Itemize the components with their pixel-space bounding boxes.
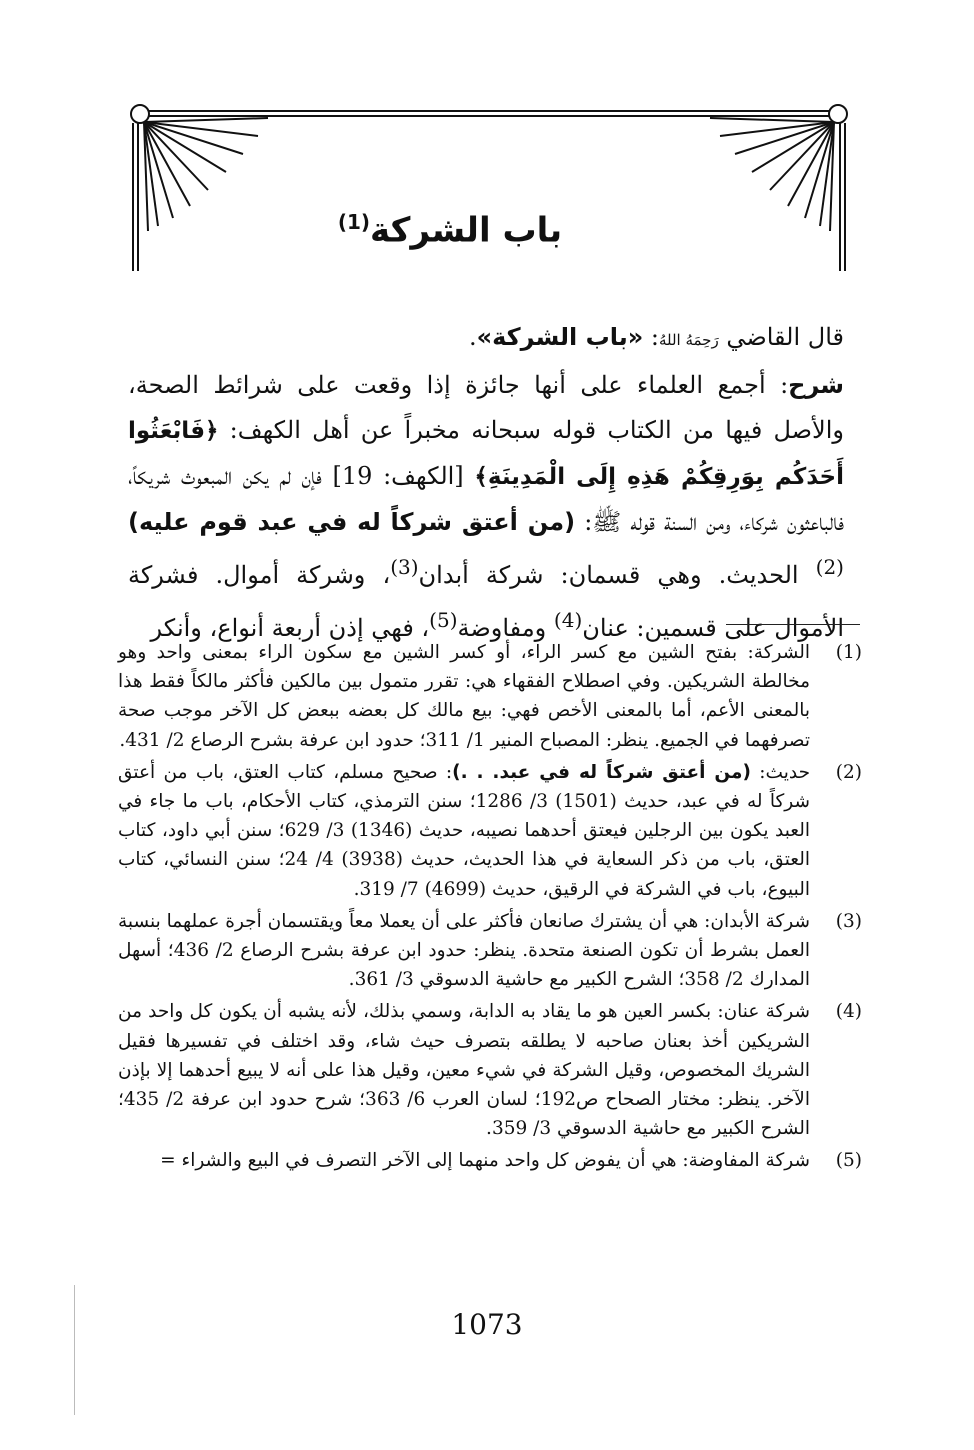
footnote-text: : صحيح مسلم، كتاب العتق، باب من أعتق شركاً له في عبد، حديث (1501) 3/ 1286؛ سنن الترمذي، كتاب الأحكام، باب ما جاء في العبد يكون بين الرجلين فيعتق أحدهما نصيبه، حديث (1346) 3/ 629؛ سنن أبي داود، كتاب العتق، باب من ذكر السعاية في هذا الحديث، حديث (3938) 4/ 24؛ سنن النسائي، كتاب البيوع، باب في الشركة في الرقيق، حديث (4699) 7/ 319. (118, 761, 810, 900)
honorific: رَحِمَهُ اللهُ (658, 331, 719, 349)
footnote-separator (726, 624, 860, 625)
footnote-text: الشركة: بفتح الشين مع كسر الراء، أو كسر الشين مع سكون الراء بمعنى واحد وهو مخالطة الشريكين. وفي اصطلاح الفقهاء هي: تقرر متمول بين مالكين فأكثر مالكاً فقط هذا بالمعنى الأعم، أما بالمعنى الأخص فهي: بيع مالك كل بعضه ببعض كل الآخر موجب صحة تصرفهما في الجميع. ينظر: المصباح المنير 1/ 311؛ حدود ابن عرفة بشرح الرصاع 2/ 431. (118, 642, 810, 751)
footnote-ref-5: (5) (429, 608, 458, 632)
footnote-4 (118, 997, 862, 1143)
chapter-title-note-ref: (1) (337, 210, 371, 234)
footnote-lead: حديث: (750, 761, 810, 783)
intro-end: . (468, 323, 477, 351)
quran-verse: ﴿فَابْعَثُوا أَحَدَكُم بِوَرِقِكُمْ هَذِهِ إِلَى الْمَدِينَةِ﴾ (128, 418, 845, 490)
footnote-number: (2) (835, 761, 862, 783)
footnote-ref-3: (3) (390, 555, 419, 579)
chapter-heading-ornament (118, 96, 860, 296)
commentary-paragraph (128, 363, 844, 651)
footnote-number: (5) (835, 1150, 862, 1172)
intro-quote: «باب الشركة» (476, 323, 644, 351)
footnote-number: (1) (835, 642, 862, 663)
commentary-part-5: ومفاوضة (457, 614, 554, 642)
footnote-5 (118, 1146, 862, 1175)
commentary-part-3: الحديث. وهي قسمان: شركة أبدان (418, 561, 816, 589)
chapter-title-text: باب الشركة (370, 210, 563, 251)
footnote-2 (118, 758, 862, 904)
hadith-quote: (من أعتق شركاً له في عبد قوم عليه) (128, 508, 576, 536)
footnote-ref-4: (4) (553, 608, 583, 632)
commentary-part-2: [الكهف: 19] فإن لم يكن المبعوث شريكاً، فالباعثون شركاء، ومن السنة قوله ﷺ: (128, 462, 844, 536)
intro-line (128, 315, 844, 363)
footnote-3 (118, 907, 862, 995)
footnote-ref-2: (2) (815, 555, 844, 579)
intro-prefix: قال القاضي (718, 323, 844, 351)
sharh-label: شرح (788, 371, 844, 399)
footnote-1 (118, 638, 862, 755)
footnote-text: شركة عنان: بكسر العين هو ما يقاد به الدابة، وسمي بذلك، لأنه يشبه أن يكون كل واحد من الشريكين أخذ بعنان صاحبه لا يطلقه بتصرف حيث شاء، وقد اختلف في تفسيرها فقيل الشريك المخصوص، وقيل الشركة في شيء معين، وقيل هذا على أنه لا يبيع أحدهما إلا بإذن الآخر. ينظر: مختار الصحاح ص192؛ لسان العرب 6/ 363؛ شرح حدود ابن عرفة 2/ 435؛ الشرح الكبير مع حاشية الدسوقي 3/ 359. (118, 1001, 810, 1140)
footnote-text: شركة الأبدان: هي أن يشترك صانعان فأكثر على أن يعملا معاً ويقتسمان أجرة عملهما بنسبة العمل بشرط أن تكون الصنعة متحدة. ينظر: حدود ابن عرفة بشرح الرصاع 2/ 436؛ أسهل المدارك 2/ 358؛ الشرح الكبير مع حاشية الدسوقي 3/ 361. (118, 910, 811, 991)
footnote-number: (3) (835, 910, 862, 932)
intro-colon: : (643, 323, 659, 351)
footnotes (118, 638, 862, 1179)
footnote-text: شركة المفاوضة: هي أن يفوض كل واحد منهما إلى الآخر التصرف في البيع والشراء = (160, 1150, 810, 1172)
margin-line (74, 1285, 75, 1415)
main-text (128, 315, 844, 651)
page-number: 1073 (451, 1308, 523, 1341)
commentary-part-4: ، وشركة أموال. فشركة الأموال على قسمين: عنان (128, 561, 844, 642)
commentary-part-6: ، فهي إذن أربعة أنواع، وأنكر (150, 614, 430, 642)
footnote-number: (4) (835, 1001, 862, 1023)
chapter-title (300, 210, 600, 250)
commentary-part-1: : أجمع العلماء على أنها جائزة إذا وقعت على شرائط الصحة، والأصل فيها من الكتاب قوله سبحانه مخبراً عن أهل الكهف: (128, 371, 844, 444)
footnote-bold-quote: (من أعتق شركاً له في عبد. . .) (452, 761, 751, 783)
